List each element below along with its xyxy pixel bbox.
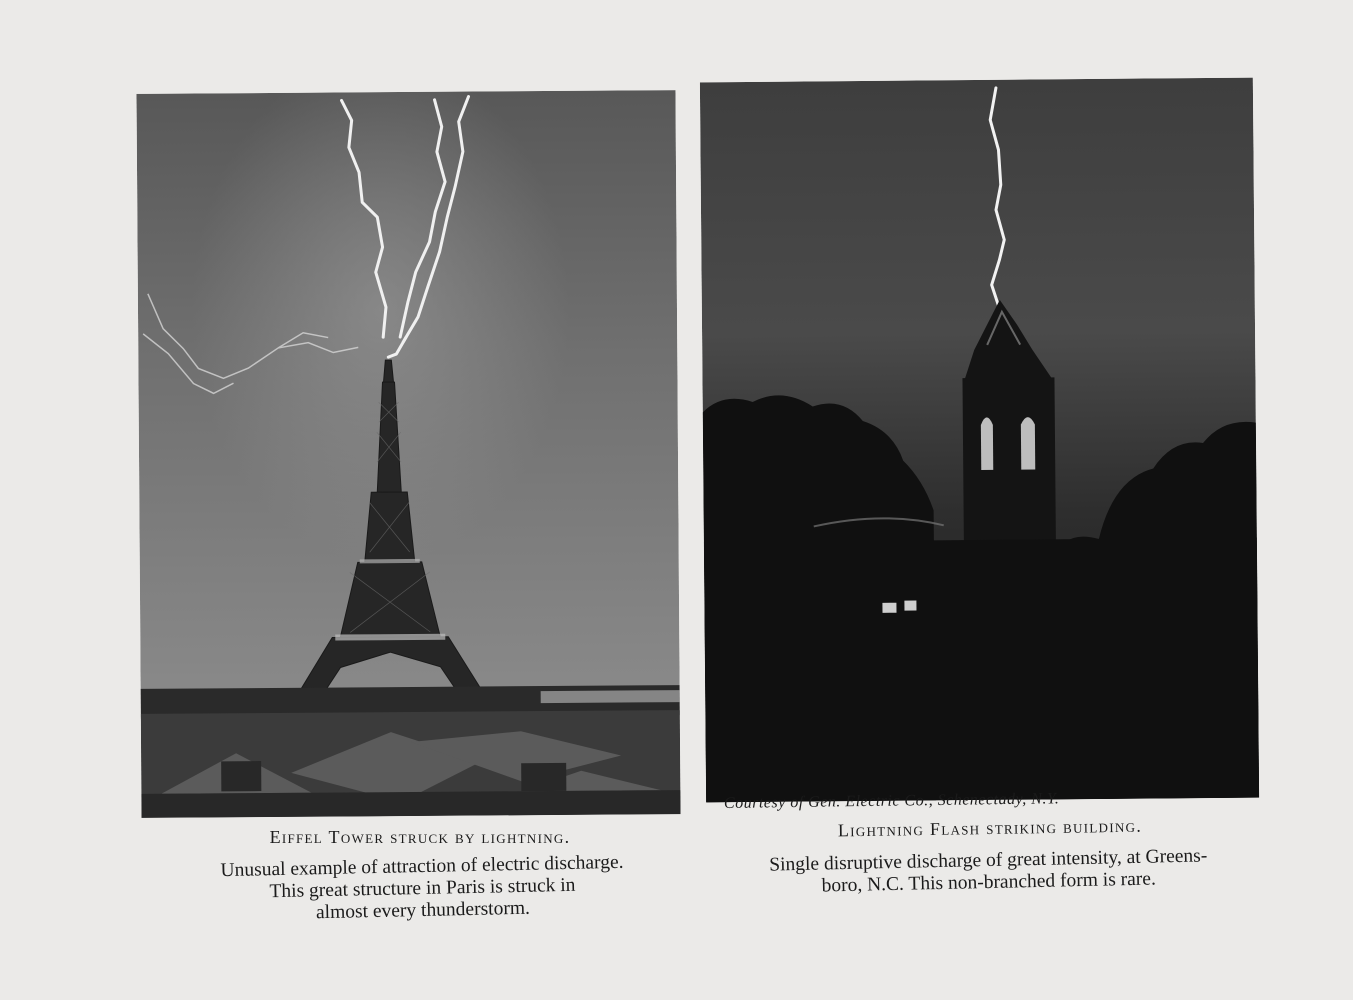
left-caption-line: almost every thunderstorm. xyxy=(315,897,531,924)
left-caption-line: Unusual example of attraction of electric discharge. xyxy=(220,851,624,882)
building-lightning-photo xyxy=(700,78,1259,803)
right-caption-line: boro, N.C. This non-branched form is rare. xyxy=(821,868,1157,897)
left-caption-line: This great structure in Paris is struck in xyxy=(269,874,576,903)
photo-credit: Courtesy of Gen. Electric Co., Schenectady, N.Y. xyxy=(723,790,1060,812)
right-caption-line: Single disruptive discharge of great intensity, at Greens- xyxy=(769,845,1208,876)
eiffel-tower-photo xyxy=(136,90,680,818)
right-caption-description xyxy=(706,844,1272,900)
right-caption-title: Lightning Flash striking building. xyxy=(837,815,1143,841)
left-caption-title: Eiffel Tower struck by lightning. xyxy=(269,827,571,847)
left-caption-description xyxy=(149,850,695,927)
